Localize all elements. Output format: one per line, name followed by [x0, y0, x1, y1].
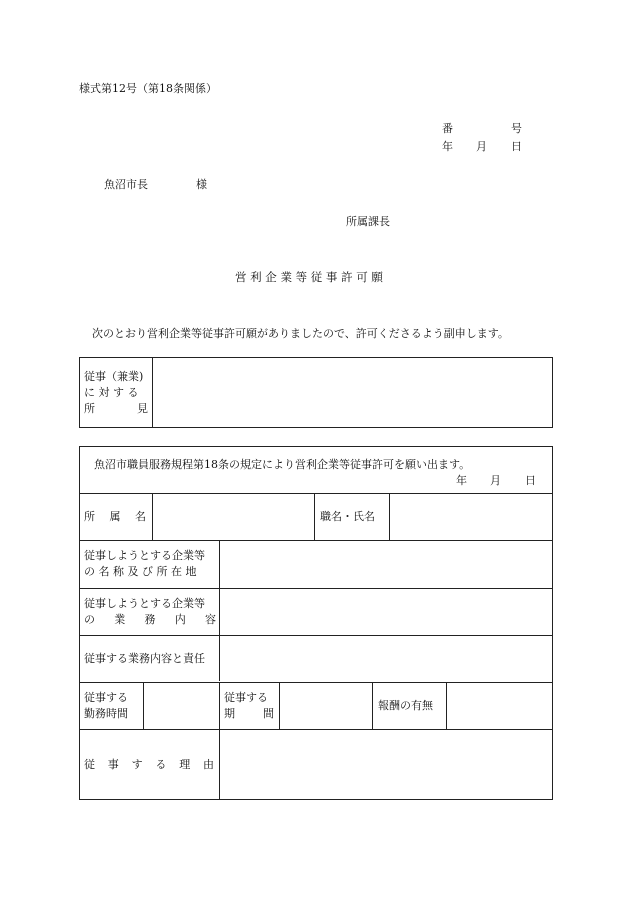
company-label-line2: の 名 称 及 び 所 在 地: [84, 565, 197, 578]
affiliation-char: 所: [84, 510, 95, 523]
reason-char: 理: [179, 758, 191, 771]
position-name-label: 職名・氏名: [320, 510, 375, 523]
period-char: 期: [224, 707, 235, 720]
row-divider: [79, 682, 553, 683]
hours-label-line2: 勤務時間: [84, 707, 128, 720]
period-label-line1: 従事する: [224, 691, 268, 704]
row-divider: [79, 729, 553, 730]
form-number: 様式第12号（第18条関係）: [79, 82, 217, 95]
intro-text: 次のとおり営利企業等従事許可願がありましたので、許可くださるよう副申します。: [92, 327, 509, 340]
reason-char: 由: [202, 758, 214, 771]
opinion-box: [79, 357, 553, 428]
business-char: 内: [174, 613, 186, 626]
col-divider: [279, 682, 280, 729]
addressee-honorific: 様: [196, 178, 207, 191]
business-label-line2: [84, 612, 216, 628]
opinion-label-char: 所: [84, 402, 95, 415]
opinion-divider: [152, 357, 153, 428]
application-year: 年: [456, 474, 467, 487]
number-label: 番: [442, 122, 453, 135]
affiliation-label: [84, 509, 146, 525]
number-suffix: 号: [511, 122, 522, 135]
application-day: 日: [525, 474, 536, 487]
period-char: 間: [263, 707, 274, 720]
remuneration-label: 報酬の有無: [378, 699, 433, 712]
period-label-line2: [224, 706, 274, 722]
date-month: 月: [476, 140, 487, 153]
opinion-label-line1: 従事（兼業): [84, 370, 144, 383]
duties-label: 従事する業務内容と責任: [84, 652, 205, 665]
opinion-label-line3: [84, 401, 148, 417]
affiliation-char: 属: [109, 510, 121, 523]
reason-char: 従: [84, 758, 95, 771]
hours-label-line1: 従事する: [84, 691, 128, 704]
addressee-name: 魚沼市長: [104, 178, 148, 191]
opinion-label-char: 見: [137, 402, 148, 415]
sender-title: 所属課長: [346, 215, 390, 228]
col-divider: [314, 493, 315, 540]
opinion-label-line2: に 対 す る: [84, 386, 139, 399]
reason-label: [84, 757, 214, 773]
col-divider: [219, 682, 220, 800]
application-month: 月: [490, 474, 501, 487]
col-divider: [389, 493, 390, 540]
business-char: の: [84, 613, 95, 626]
reason-char: る: [155, 758, 167, 771]
row-divider: [79, 635, 553, 636]
row-divider: [79, 540, 553, 541]
document-title: 営 利 企 業 等 従 事 許 可 願: [235, 270, 383, 284]
col-divider: [152, 493, 153, 540]
row-divider: [79, 588, 553, 589]
company-label: [84, 548, 216, 580]
application-statement: 魚沼市職員服務規程第18条の規定により営利企業等従事許可を願い出ます。: [94, 458, 471, 471]
reason-char: す: [131, 758, 143, 771]
col-divider: [219, 540, 220, 681]
business-char: 業: [114, 613, 126, 626]
col-divider: [446, 682, 447, 729]
col-divider: [372, 682, 373, 729]
hours-label: [84, 690, 140, 722]
business-label-line1: 従事しようとする企業等: [84, 597, 205, 610]
company-label-line1: 従事しようとする企業等: [84, 549, 205, 562]
date-year: 年: [442, 140, 453, 153]
business-char: 務: [144, 613, 156, 626]
business-char: 容: [205, 613, 216, 626]
col-divider: [143, 682, 144, 729]
row-divider: [79, 493, 553, 494]
period-label: [224, 690, 274, 722]
date-day: 日: [511, 140, 522, 153]
reason-char: 事: [107, 758, 119, 771]
opinion-label: [84, 369, 148, 417]
affiliation-char: 名: [135, 510, 146, 523]
business-label: [84, 596, 216, 628]
